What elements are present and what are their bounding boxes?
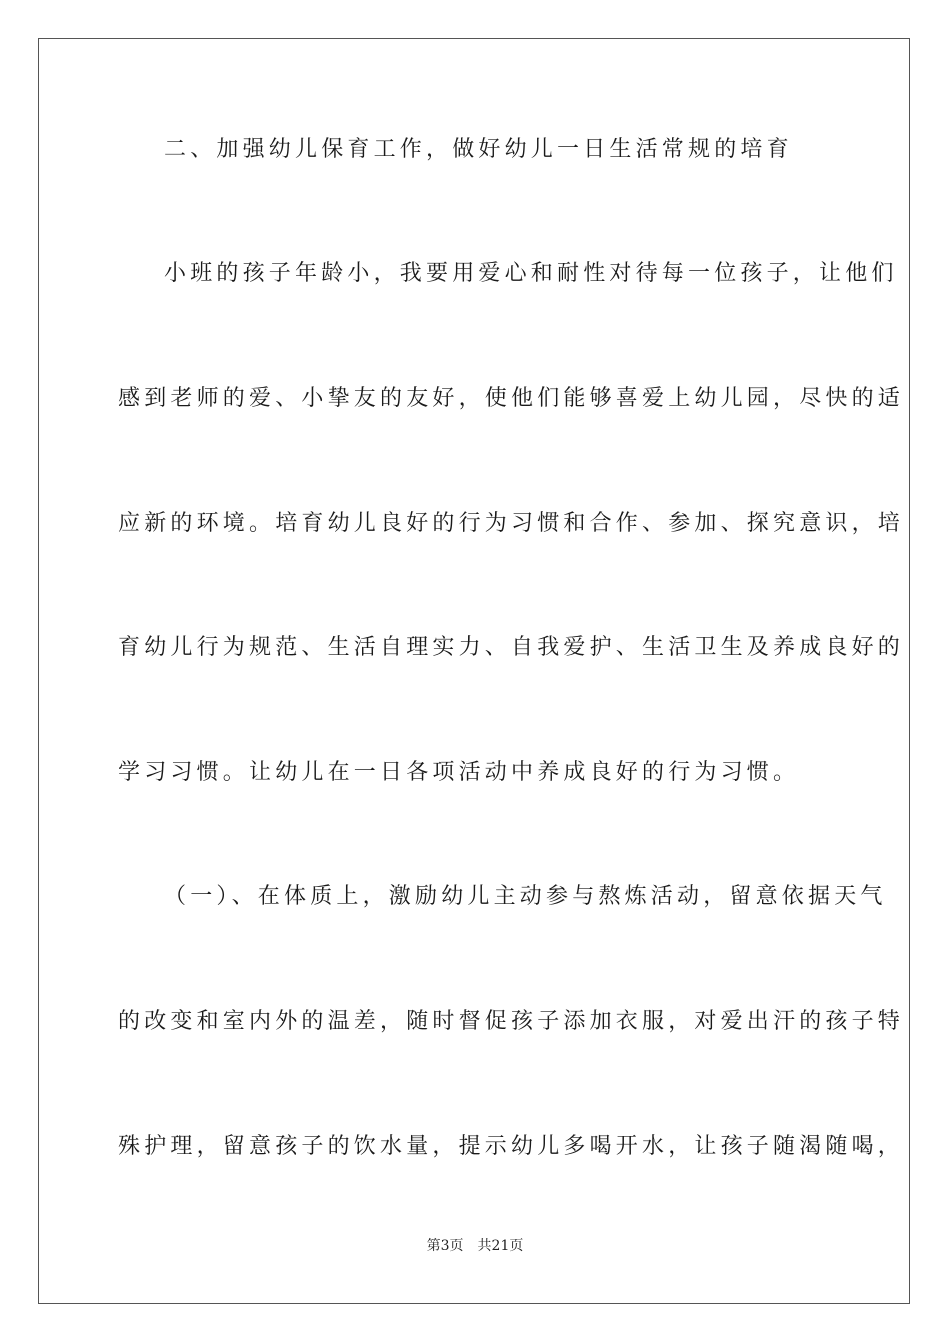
paragraph-line: 应新的环境。培育幼儿良好的行为习惯和合作、参加、探究意识，培 — [118, 511, 905, 536]
page-number: 第3页 — [426, 1238, 464, 1254]
paragraph-line: 育幼儿行为规范、生活自理实力、自我爱护、生活卫生及养成良好的 — [118, 635, 905, 660]
page-border — [38, 38, 910, 1304]
paragraph-line: 的改变和室内外的温差，随时督促孩子添加衣服，对爱出汗的孩子特 — [118, 1009, 905, 1034]
paragraph-line: 感到老师的爱、小挚友的友好，使他们能够喜爱上幼儿园，尽快的适 — [118, 386, 905, 411]
paragraph-line: （一）、在体质上，激励幼儿主动参与熬炼活动，留意依据天气 — [164, 884, 887, 909]
paragraph-line: 小班的孩子年龄小，我要用爱心和耐性对待每一位孩子，让他们 — [164, 261, 898, 286]
section-heading: 二、加强幼儿保育工作，做好幼儿一日生活常规的培育 — [164, 137, 793, 162]
total-pages: 共21页 — [477, 1238, 524, 1254]
paragraph-line: 殊护理，留意孩子的饮水量，提示幼儿多喝开水，让孩子随渴随喝， — [118, 1134, 905, 1159]
page-footer — [0, 1237, 950, 1255]
paragraph-line: 学习习惯。让幼儿在一日各项活动中养成良好的行为习惯。 — [118, 760, 800, 785]
